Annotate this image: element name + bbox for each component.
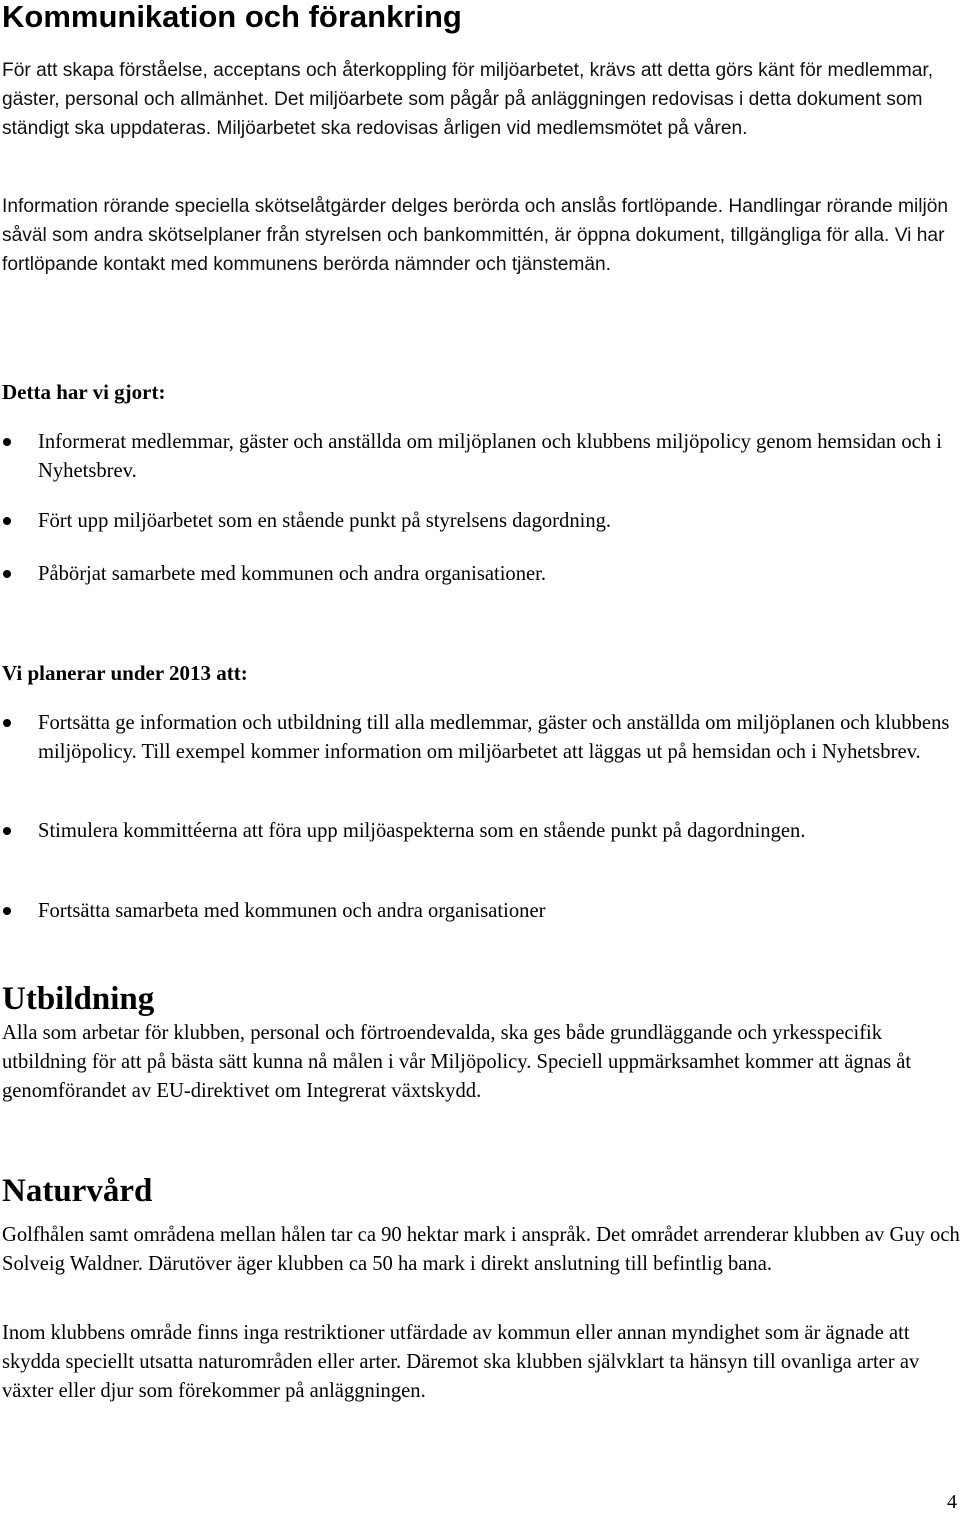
- list-item-text: Påbörjat samarbete med kommunen och andra organisationer.: [38, 563, 547, 585]
- heading-vi-planerar: Vi planerar under 2013 att:: [2, 661, 248, 685]
- paragraph-utbildning: Alla som arbetar för klubben, personal och förtroendevalda, ska ges både grundläggande och yrkesspecifik utbildning för att på bästa sätt kunna nå målen i vår Miljöpolicy. Speciell uppmärksamhet kommer att ägnas åt genomförandet av EU-direktivet om Integrerat växtskydd.: [2, 1022, 912, 1102]
- bullet-icon: [3, 438, 11, 446]
- heading-naturvard: Naturvård: [2, 1173, 153, 1209]
- list-item-text: Fortsätta samarbeta med kommunen och andra organisationer: [38, 900, 546, 922]
- heading-kommunikation: Kommunikation och förankring: [2, 0, 462, 34]
- list-item-text: Fortsätta ge information och utbildning till alla medlemmar, gäster och anställda om miljöplanen och klubbens miljöpolicy. Till exempel kommer information om miljöarbetet att läggas ut på hemsidan och i Nyhetsbrev.: [38, 712, 950, 763]
- heading-utbildning: Utbildning: [2, 981, 155, 1017]
- list-item-text: Stimulera kommittéerna att föra upp miljöaspekterna som en stående punkt på dagordningen.: [38, 820, 806, 842]
- heading-detta-har-vi-gjort: Detta har vi gjort:: [2, 380, 166, 404]
- bullet-icon: [3, 517, 11, 525]
- list-item-text: Informerat medlemmar, gäster och anställda om miljöplanen och klubbens miljöpolicy genom hemsidan och i Nyhetsbrev.: [38, 431, 942, 482]
- paragraph-naturvard-2: Inom klubbens område finns inga restriktioner utfärdade av kommun eller annan myndighet som är ägnade att skydda speciellt utsatta naturområden eller arter. Däremot ska klubben självklart ta hänsyn till ovanliga arter av växter eller djur som förekommer på anläggningen.: [2, 1322, 920, 1402]
- paragraph-naturvard-1: Golfhålen samt områdena mellan hålen tar ca 90 hektar mark i anspråk. Det området arrenderar klubben av Guy och Solveig Waldner. Därutöver äger klubben ca 50 ha mark i direkt anslutning till befintlig bana.: [2, 1224, 960, 1275]
- bullet-icon: [3, 570, 11, 578]
- page-number: 4: [947, 1491, 957, 1513]
- paragraph-kommunikation-1: För att skapa förståelse, acceptans och återkoppling för miljöarbetet, krävs att detta görs känt för medlemmar, gäster, personal och allmänhet. Det miljöarbete som pågår på anläggningen redovisas i detta dokument som ständigt ska uppdateras. Miljöarbetet ska redovisas årligen vid medlemsmötet på våren.: [2, 60, 934, 139]
- bullet-icon: [3, 907, 11, 915]
- bullet-icon: [3, 827, 11, 835]
- paragraph-kommunikation-2: Information rörande speciella skötselåtgärder delges berörda och anslås fortlöpande. Handlingar rörande miljön såväl som andra skötselplaner från styrelsen och bankommittén, är öppna dokument, tillgängliga för alla. Vi har fortlöpande kontakt med kommunens berörda nämnder och tjänstemän.: [2, 196, 949, 275]
- list-item-text: Fört upp miljöarbetet som en stående punkt på styrelsens dagordning.: [38, 510, 612, 532]
- bullet-icon: [3, 719, 11, 727]
